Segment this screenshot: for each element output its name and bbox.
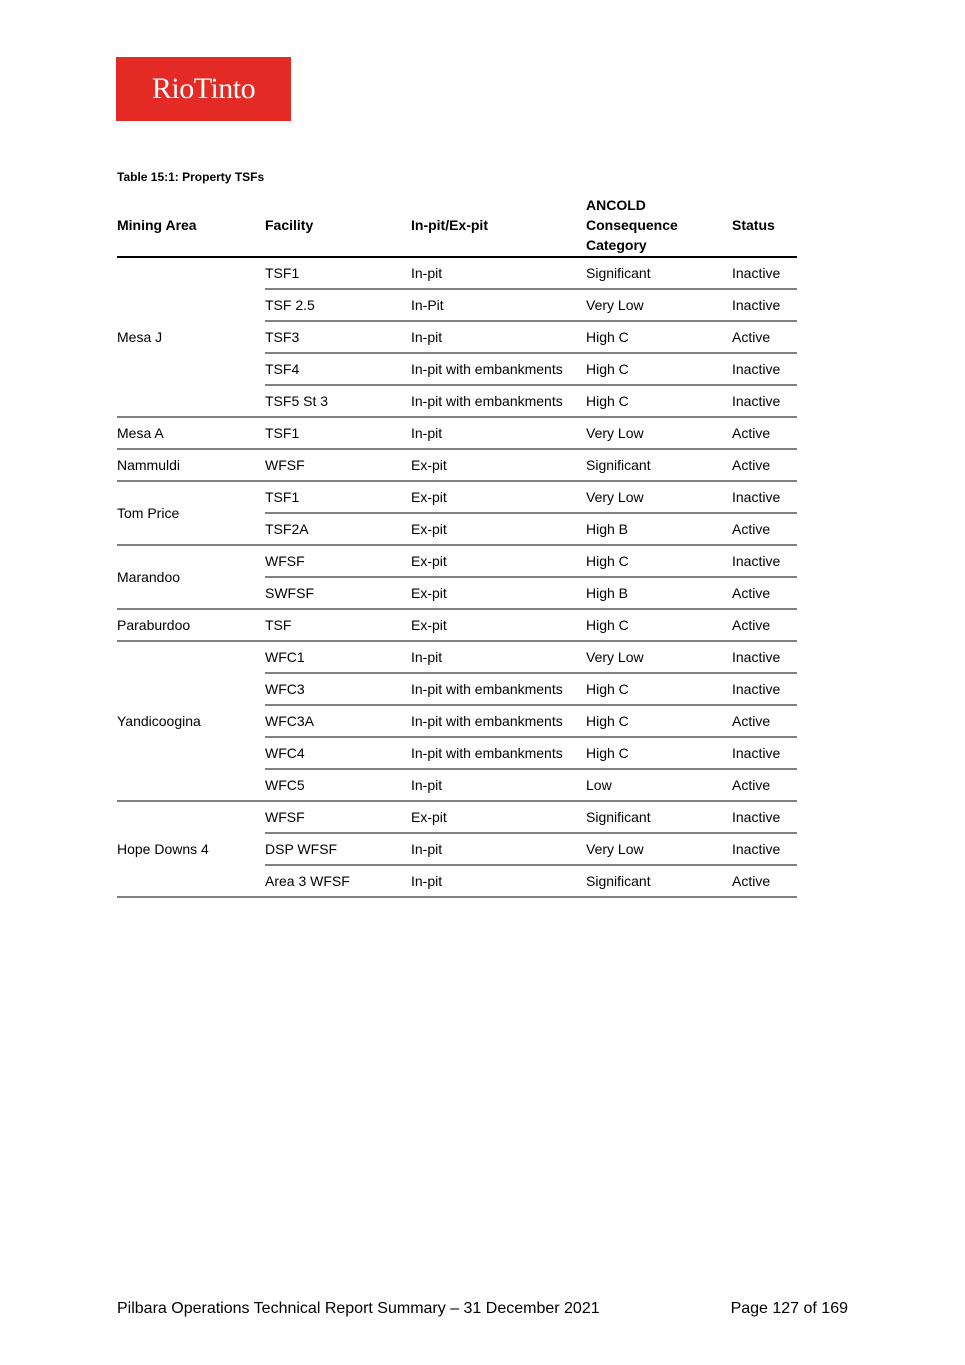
cell-mining-area: Mesa A — [117, 417, 265, 449]
cell-status: Inactive — [732, 481, 797, 513]
footer-title: Pilbara Operations Technical Report Summary – 31 December 2021 — [117, 1300, 600, 1317]
header-pit: In-pit/Ex-pit — [411, 194, 586, 257]
table-row — [117, 801, 797, 833]
cell-status: Inactive — [732, 257, 797, 289]
table-row — [117, 481, 797, 513]
table-row — [117, 449, 797, 481]
cell-ancold-category: Very Low — [586, 289, 732, 321]
cell-facility: TSF1 — [265, 257, 411, 289]
cell-ancold-category: Very Low — [586, 417, 732, 449]
cell-pit: In-Pit — [411, 289, 586, 321]
cell-facility: WFSF — [265, 449, 411, 481]
cell-pit: Ex-pit — [411, 513, 586, 545]
header-ancold-line3: Category — [586, 237, 647, 253]
cell-pit: In-pit — [411, 833, 586, 865]
cell-ancold-category: High C — [586, 705, 732, 737]
cell-facility: WFC3 — [265, 673, 411, 705]
cell-mining-area: Hope Downs 4 — [117, 801, 265, 897]
cell-status: Active — [732, 417, 797, 449]
cell-mining-area: Nammuldi — [117, 449, 265, 481]
cell-facility: WFC3A — [265, 705, 411, 737]
header-status: Status — [732, 194, 797, 257]
cell-ancold-category: High C — [586, 609, 732, 641]
table-row — [117, 545, 797, 577]
cell-pit: Ex-pit — [411, 577, 586, 609]
cell-pit: In-pit with embankments — [411, 737, 586, 769]
cell-pit: In-pit — [411, 257, 586, 289]
cell-ancold-category: Significant — [586, 801, 732, 833]
cell-status: Active — [732, 577, 797, 609]
cell-ancold-category: Low — [586, 769, 732, 801]
cell-facility: TSF2A — [265, 513, 411, 545]
table-row — [117, 641, 797, 673]
header-ancold-line2: Consequence — [586, 217, 678, 233]
cell-pit: In-pit — [411, 769, 586, 801]
cell-pit: In-pit with embankments — [411, 353, 586, 385]
cell-pit: In-pit — [411, 321, 586, 353]
cell-ancold-category: Significant — [586, 257, 732, 289]
cell-status: Active — [732, 449, 797, 481]
cell-ancold-category: Very Low — [586, 833, 732, 865]
cell-status: Inactive — [732, 353, 797, 385]
cell-facility: WFC1 — [265, 641, 411, 673]
cell-facility: DSP WFSF — [265, 833, 411, 865]
cell-mining-area: Paraburdoo — [117, 609, 265, 641]
cell-facility: TSF4 — [265, 353, 411, 385]
cell-ancold-category: Very Low — [586, 481, 732, 513]
rio-tinto-logo — [116, 57, 291, 121]
property-tsfs-table — [117, 194, 797, 898]
header-mining-area: Mining Area — [117, 194, 265, 257]
cell-ancold-category: High C — [586, 321, 732, 353]
cell-facility: WFSF — [265, 545, 411, 577]
cell-ancold-category: Significant — [586, 865, 732, 897]
cell-pit: In-pit with embankments — [411, 705, 586, 737]
cell-mining-area: Yandicoogina — [117, 641, 265, 801]
cell-mining-area: Tom Price — [117, 481, 265, 545]
header-facility: Facility — [265, 194, 411, 257]
cell-status: Active — [732, 321, 797, 353]
cell-pit: Ex-pit — [411, 801, 586, 833]
cell-status: Inactive — [732, 385, 797, 417]
table-caption: Table 15:1: Property TSFs — [117, 170, 265, 184]
cell-facility: TSF3 — [265, 321, 411, 353]
cell-status: Inactive — [732, 545, 797, 577]
cell-status: Active — [732, 769, 797, 801]
header-ancold-line1: ANCOLD — [586, 197, 646, 213]
cell-status: Inactive — [732, 641, 797, 673]
cell-ancold-category: High C — [586, 545, 732, 577]
table-row — [117, 257, 797, 289]
cell-status: Inactive — [732, 801, 797, 833]
cell-ancold-category: High C — [586, 737, 732, 769]
cell-pit: Ex-pit — [411, 481, 586, 513]
cell-facility: WFC5 — [265, 769, 411, 801]
cell-facility: TSF1 — [265, 481, 411, 513]
cell-pit: Ex-pit — [411, 609, 586, 641]
cell-pit: Ex-pit — [411, 545, 586, 577]
header-ancold — [586, 194, 732, 257]
cell-facility: TSF1 — [265, 417, 411, 449]
cell-status: Active — [732, 705, 797, 737]
cell-status: Active — [732, 513, 797, 545]
cell-ancold-category: High C — [586, 673, 732, 705]
cell-pit: In-pit — [411, 641, 586, 673]
cell-facility: SWFSF — [265, 577, 411, 609]
cell-ancold-category: Very Low — [586, 641, 732, 673]
cell-pit: In-pit — [411, 865, 586, 897]
table-row — [117, 417, 797, 449]
cell-facility: WFC4 — [265, 737, 411, 769]
cell-pit: In-pit with embankments — [411, 385, 586, 417]
cell-ancold-category: High B — [586, 513, 732, 545]
logo-text: RioTinto — [151, 72, 256, 105]
cell-mining-area: Mesa J — [117, 257, 265, 417]
cell-ancold-category: High C — [586, 385, 732, 417]
cell-facility: TSF5 St 3 — [265, 385, 411, 417]
footer-page-number: Page 127 of 169 — [730, 1300, 848, 1317]
cell-ancold-category: Significant — [586, 449, 732, 481]
cell-ancold-category: High B — [586, 577, 732, 609]
cell-status: Active — [732, 865, 797, 897]
cell-facility: Area 3 WFSF — [265, 865, 411, 897]
cell-status: Inactive — [732, 833, 797, 865]
cell-ancold-category: High C — [586, 353, 732, 385]
cell-facility: TSF — [265, 609, 411, 641]
cell-facility: TSF 2.5 — [265, 289, 411, 321]
cell-status: Inactive — [732, 737, 797, 769]
cell-pit: Ex-pit — [411, 449, 586, 481]
cell-status: Inactive — [732, 289, 797, 321]
cell-pit: In-pit with embankments — [411, 673, 586, 705]
table-header-row — [117, 194, 797, 257]
cell-pit: In-pit — [411, 417, 586, 449]
cell-facility: WFSF — [265, 801, 411, 833]
table-body — [117, 257, 797, 897]
cell-status: Inactive — [732, 673, 797, 705]
table-row — [117, 609, 797, 641]
cell-mining-area: Marandoo — [117, 545, 265, 609]
cell-status: Active — [732, 609, 797, 641]
